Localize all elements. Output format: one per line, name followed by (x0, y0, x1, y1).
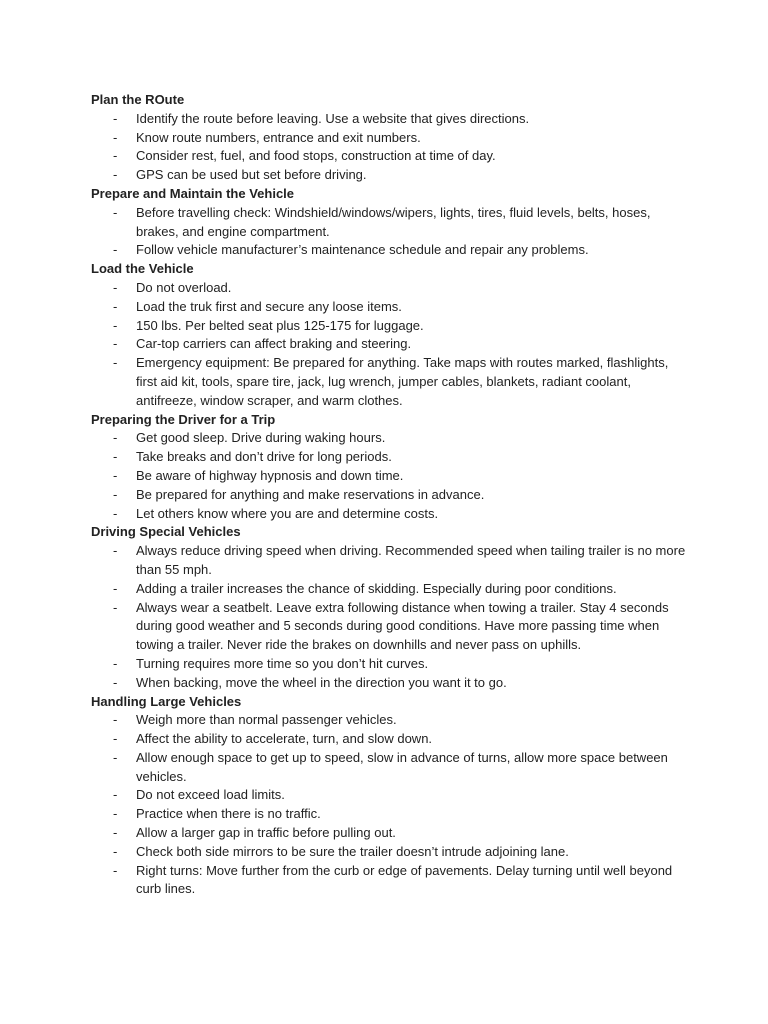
list-item (91, 674, 691, 693)
dash-bullet-icon: - (113, 148, 118, 164)
dash-bullet-icon: - (113, 317, 118, 333)
dash-bullet-icon: - (113, 731, 118, 747)
bullet-list (91, 110, 691, 185)
list-item (91, 317, 691, 336)
list-item-text: Follow vehicle manufacturer’s maintenance schedule and repair any problems. (136, 242, 589, 258)
list-item (91, 486, 691, 505)
list-item (91, 730, 691, 749)
list-item-text: Always wear a seatbelt. Leave extra following distance when towing a trailer. Stay 4 seconds during good weather and 5 seconds during good conditions. Have more passing time when towing a trailer. Never ride the brakes on downhills and never pass on uphills. (136, 599, 669, 653)
list-item (91, 166, 691, 185)
list-item-text: Know route numbers, entrance and exit numbers. (136, 129, 421, 145)
list-item (91, 204, 691, 242)
list-item-text: Right turns: Move further from the curb or edge of pavements. Delay turning until well beyond curb lines. (136, 862, 673, 897)
section-heading: Plan the ROute (91, 92, 185, 107)
list-item (91, 129, 691, 148)
list-item (91, 354, 691, 410)
section (91, 523, 691, 692)
list-item (91, 448, 691, 467)
dash-bullet-icon: - (113, 298, 118, 314)
list-item (91, 147, 691, 166)
list-item (91, 505, 691, 524)
dash-bullet-icon: - (113, 862, 118, 878)
section-heading: Preparing the Driver for a Trip (91, 411, 276, 427)
dash-bullet-icon: - (113, 674, 118, 690)
dash-bullet-icon: - (113, 825, 118, 841)
list-item-text: Affect the ability to accelerate, turn, and slow down. (136, 731, 433, 747)
section-heading: Prepare and Maintain the Vehicle (91, 185, 295, 201)
list-item (91, 599, 691, 655)
section (91, 185, 691, 260)
section-heading: Load the Vehicle (91, 261, 194, 277)
dash-bullet-icon: - (113, 279, 118, 295)
dash-bullet-icon: - (113, 110, 118, 126)
list-item-text: Practice when there is no traffic. (136, 806, 321, 822)
list-item (91, 824, 691, 843)
list-item (91, 467, 691, 486)
section (91, 411, 691, 524)
list-item (91, 542, 691, 580)
bullet-list (91, 279, 691, 411)
dash-bullet-icon: - (113, 599, 118, 615)
dash-bullet-icon: - (113, 806, 118, 822)
list-item-text: Load the truk first and secure any loose items. (136, 298, 402, 314)
dash-bullet-icon: - (113, 355, 118, 371)
list-item-text: Always reduce driving speed when driving. Recommended speed when tailing trailer is no more than 55 mph. (136, 543, 686, 577)
dash-bullet-icon: - (113, 749, 118, 765)
list-item (91, 655, 691, 674)
dash-bullet-icon: - (113, 787, 118, 803)
dash-bullet-icon: - (113, 167, 118, 183)
list-item-text: 150 lbs. Per belted seat plus 125-175 for luggage. (136, 317, 424, 333)
bullet-list (91, 542, 691, 692)
list-item-text: Do not overload. (136, 279, 232, 295)
section (91, 693, 691, 900)
dash-bullet-icon: - (113, 843, 118, 859)
list-item-text: Take breaks and don’t drive for long periods. (136, 449, 392, 465)
list-item (91, 749, 691, 787)
bullet-list (91, 711, 691, 899)
list-item-text: Check both side mirrors to be sure the trailer doesn’t intrude adjoining lane. (136, 843, 569, 859)
list-item-text: Turning requires more time so you don’t hit curves. (136, 655, 429, 671)
dash-bullet-icon: - (113, 580, 118, 596)
list-item (91, 862, 691, 900)
section-heading: Handling Large Vehicles (91, 693, 242, 709)
dash-bullet-icon: - (113, 129, 118, 145)
dash-bullet-icon: - (113, 486, 118, 502)
dash-bullet-icon: - (113, 543, 118, 559)
section (91, 91, 691, 185)
section (91, 260, 691, 410)
dash-bullet-icon: - (113, 430, 118, 446)
dash-bullet-icon: - (113, 505, 118, 521)
list-item-text: Adding a trailer increases the chance of skidding. Especially during poor conditions. (136, 580, 617, 596)
list-item-text: Consider rest, fuel, and food stops, construction at time of day. (136, 148, 496, 164)
dash-bullet-icon: - (113, 204, 118, 220)
bullet-list (91, 204, 691, 260)
list-item-text: Get good sleep. Drive during waking hours. (136, 430, 386, 446)
list-item (91, 711, 691, 730)
list-item (91, 110, 691, 129)
list-item (91, 335, 691, 354)
list-item (91, 298, 691, 317)
list-item-text: Be prepared for anything and make reservations in advance. (136, 486, 485, 502)
list-item-text: Let others know where you are and determine costs. (136, 505, 439, 521)
dash-bullet-icon: - (113, 449, 118, 465)
list-item (91, 786, 691, 805)
dash-bullet-icon: - (113, 336, 118, 352)
list-item-text: Allow enough space to get up to speed, slow in advance of turns, allow more space between vehicles. (136, 749, 668, 784)
dash-bullet-icon: - (113, 655, 118, 671)
list-item (91, 580, 691, 599)
dash-bullet-icon: - (113, 712, 118, 728)
list-item-text: Do not exceed load limits. (136, 787, 285, 803)
list-item (91, 279, 691, 298)
list-item-text: Identify the route before leaving. Use a website that gives directions. (136, 110, 530, 126)
list-item (91, 843, 691, 862)
list-item-text: Emergency equipment: Be prepared for anything. Take maps with routes marked, flashlights, first aid kit, tools, spare tire, jack, lug wrench, jumper cables, blankets, radiant coolant, antifreeze, window scraper, and warm clothes. (136, 355, 669, 408)
list-item-text: When backing, move the wheel in the direction you want it to go. (136, 674, 507, 690)
bullet-list (91, 429, 691, 523)
dash-bullet-icon: - (113, 242, 118, 258)
list-item-text: Weigh more than normal passenger vehicles. (136, 712, 397, 728)
list-item-text: Before travelling check: Windshield/windows/wipers, lights, tires, fluid levels, belts, hoses, brakes, and engine compartment. (136, 204, 651, 239)
list-item-text: Be aware of highway hypnosis and down time. (136, 467, 404, 483)
list-item (91, 805, 691, 824)
list-item-text: Car-top carriers can affect braking and steering. (136, 336, 412, 352)
list-item-text: Allow a larger gap in traffic before pulling out. (136, 825, 396, 841)
section-heading: Driving Special Vehicles (91, 524, 241, 540)
list-item-text: GPS can be used but set before driving. (136, 167, 367, 183)
list-item (91, 429, 691, 448)
dash-bullet-icon: - (113, 467, 118, 483)
list-item (91, 241, 691, 260)
document-body (91, 91, 691, 899)
